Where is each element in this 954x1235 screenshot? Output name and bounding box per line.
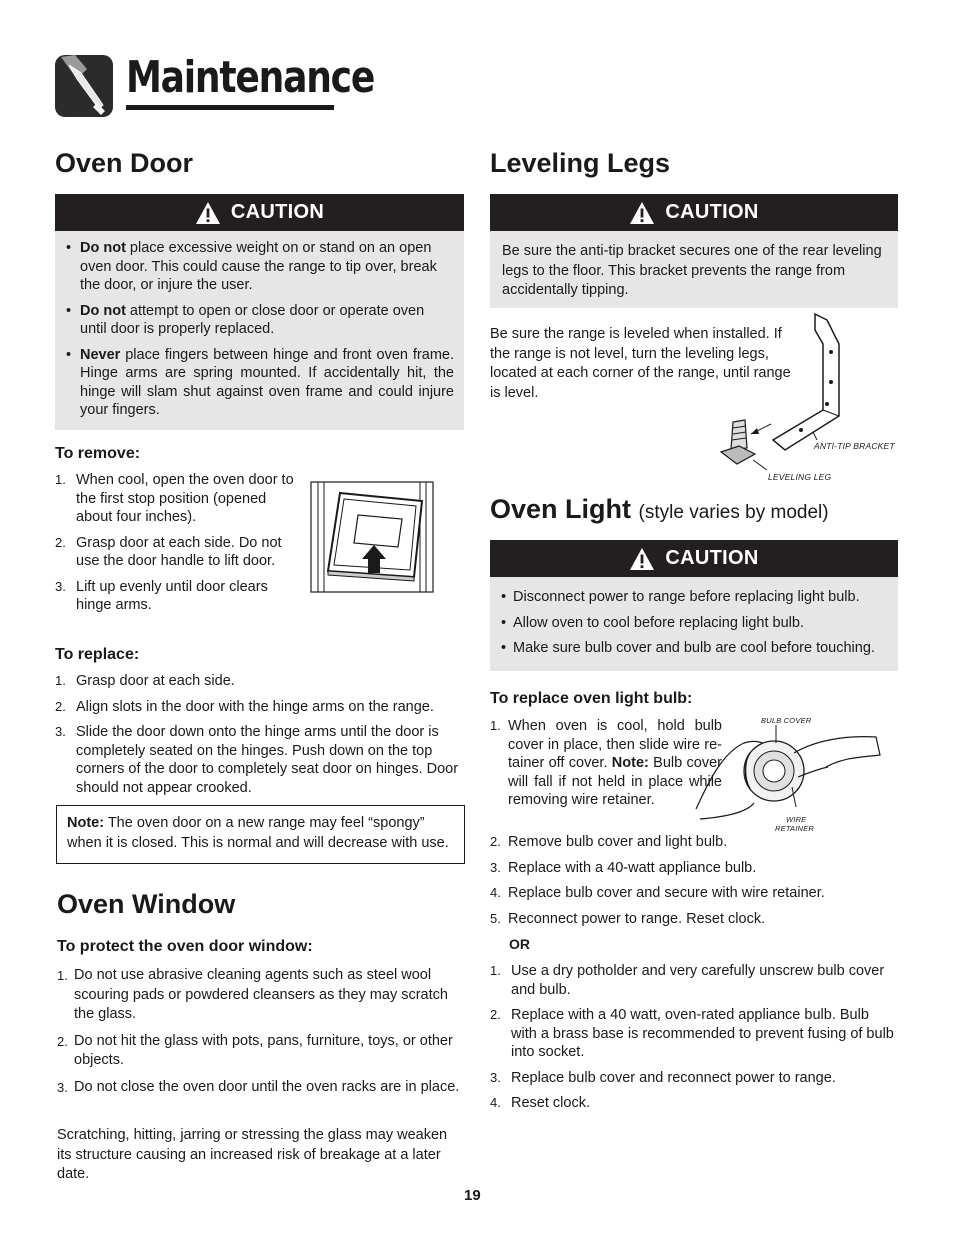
oven-light-subtitle: (style varies by model) — [638, 502, 829, 523]
replace-bulb-heading: To replace oven light bulb: — [490, 690, 693, 707]
bulb-cover-illustration — [694, 713, 884, 830]
list-item: 1. When oven is cool, hold bulb cover in place, then slide wire re-tainer off cover. Note: Bulb cover will fall if not held in place while removing wire retainer. — [490, 718, 722, 808]
list-item: 1. When cool, open the oven door to the first stop position (opened about four inches). — [55, 472, 294, 525]
remove-steps — [55, 471, 303, 615]
oven-door-heading: Oven Door — [55, 148, 194, 178]
caution-item: • Disconnect power to range before replacing light bulb. — [490, 588, 890, 607]
remove-heading: To remove: — [55, 445, 141, 462]
window-steps — [57, 966, 464, 1097]
list-item: 2. Align slots in the door with the hinge arms on the range. — [55, 698, 434, 715]
leveling-paragraph: Be sure the range is leveled when installed. If the range is not level, turn the leveling legs, located at each corner of the range, until range is level. — [490, 326, 791, 401]
page-number: 19 — [464, 1187, 481, 1204]
replace-steps — [55, 672, 460, 797]
note-text: The oven door on a new range may feel “spongy” when it is closed. This is normal and will decrease with use. — [67, 815, 449, 851]
list-item: 3. Do not close the oven door until the oven racks are in place. — [57, 1078, 460, 1095]
title-underline — [126, 105, 334, 110]
anti-tip-bracket-illustration — [715, 312, 865, 477]
list-item: 3. Replace bulb cover and reconnect power to range. — [490, 1069, 836, 1086]
oven-window-heading: Oven Window — [57, 889, 236, 919]
anti-tip-bracket-label: ANTI-TIP BRACKET — [814, 441, 895, 451]
caution-body: Be sure the anti-tip bracket secures one of the rear leveling legs to the floor. This bracket prevents the range from accidentally tipping. — [490, 231, 898, 308]
caution-label: CAUTION — [665, 201, 759, 223]
caution-label: CAUTION — [230, 201, 325, 223]
caution-body — [490, 577, 898, 671]
warning-icon — [195, 201, 221, 225]
bulb-steps — [490, 833, 898, 928]
screwdriver-icon — [55, 55, 113, 117]
retainer-label: RETAINER — [775, 824, 814, 833]
or-label: OR — [509, 936, 530, 952]
list-item: 1. Use a dry potholder and very carefully unscrew bulb cover and bulb. — [490, 963, 885, 998]
caution-item: • Do not place excessive weight on or stand on an open oven door. This could cause the range to tip over, break the door, or injure the user. — [55, 239, 454, 295]
caution-item: • Do not attempt to open or close door or operate oven until door is properly replaced. — [55, 302, 454, 339]
leveling-leg-label: LEVELING LEG — [768, 472, 832, 482]
caution-item: • Make sure bulb cover and bulb are cool before touching. — [490, 639, 890, 658]
note-box — [56, 805, 465, 864]
list-item: 2. Replace with a 40 watt, oven-rated appliance bulb. Bulb with a brass base is recommended to prevent fusing of bulb into socket. — [490, 1007, 894, 1060]
alt-bulb-steps — [490, 962, 898, 1113]
page-title: Maintenance — [126, 52, 375, 103]
oven-light-caution-box — [490, 540, 898, 671]
bulb-cover-label: BULB COVER — [761, 716, 812, 725]
caution-bar — [55, 194, 464, 231]
list-item: 4. Replace bulb cover and secure with wire retainer. — [490, 885, 825, 901]
list-item: 3. Lift up evenly until door clears hinge arms. — [55, 578, 268, 613]
caution-label: CAUTION — [665, 547, 759, 569]
list-item: 1. Do not use abrasive cleaning agents such as steel wool scouring pads or powdered cleansers as they may scratch the glass. — [57, 967, 448, 1022]
list-item: 5. Reconnect power to range. Reset clock. — [490, 910, 766, 927]
list-item: 2. Do not hit the glass with pots, pans, furniture, toys, or other objects. — [57, 1032, 453, 1068]
caution-body — [55, 231, 464, 430]
list-item: 2. Remove bulb cover and light bulb. — [490, 834, 728, 850]
caution-item: • Allow oven to cool before replacing light bulb. — [490, 614, 890, 633]
oven-door-caution-box — [55, 194, 464, 430]
caution-item: • Never place fingers between hinge and front oven frame. Hinge arms are spring mounted. If accidentally hit, the hinge will slam shut against oven frame and could injure your fingers. — [55, 346, 454, 420]
list-item: 2. Grasp door at each side. Do not use the door handle to lift door. — [55, 534, 282, 569]
list-item: 4. Reset clock. — [490, 1095, 590, 1111]
wire-label: WIRE — [786, 815, 807, 824]
replace-heading: To replace: — [55, 646, 140, 663]
warning-icon — [629, 547, 655, 571]
oven-door-illustration — [310, 481, 434, 598]
list-item: 3. Slide the door down onto the hinge arms until the door is completely seated on the hinges. Push down on the top corners of the door to completely seat door on hinges. Door should not appear crooked. — [55, 724, 459, 796]
oven-light-heading: Oven Light (style varies by model) — [490, 494, 829, 524]
warning-icon — [629, 201, 655, 225]
note-label: Note: — [67, 815, 105, 831]
window-paragraph: Scratching, hitting, jarring or stressing the glass may weaken its structure causing an increased risk of breakage at a later date. — [57, 1127, 448, 1182]
caution-bar — [490, 540, 898, 577]
list-item: 3. Replace with a 40-watt appliance bulb. — [490, 859, 757, 876]
leveling-legs-heading: Leveling Legs — [490, 148, 671, 178]
protect-window-heading: To protect the oven door window: — [57, 938, 313, 955]
list-item: 1. Grasp door at each side. — [55, 673, 235, 689]
bulb-step-1 — [490, 717, 722, 810]
caution-bar — [490, 194, 898, 231]
leveling-caution-box — [490, 194, 898, 308]
